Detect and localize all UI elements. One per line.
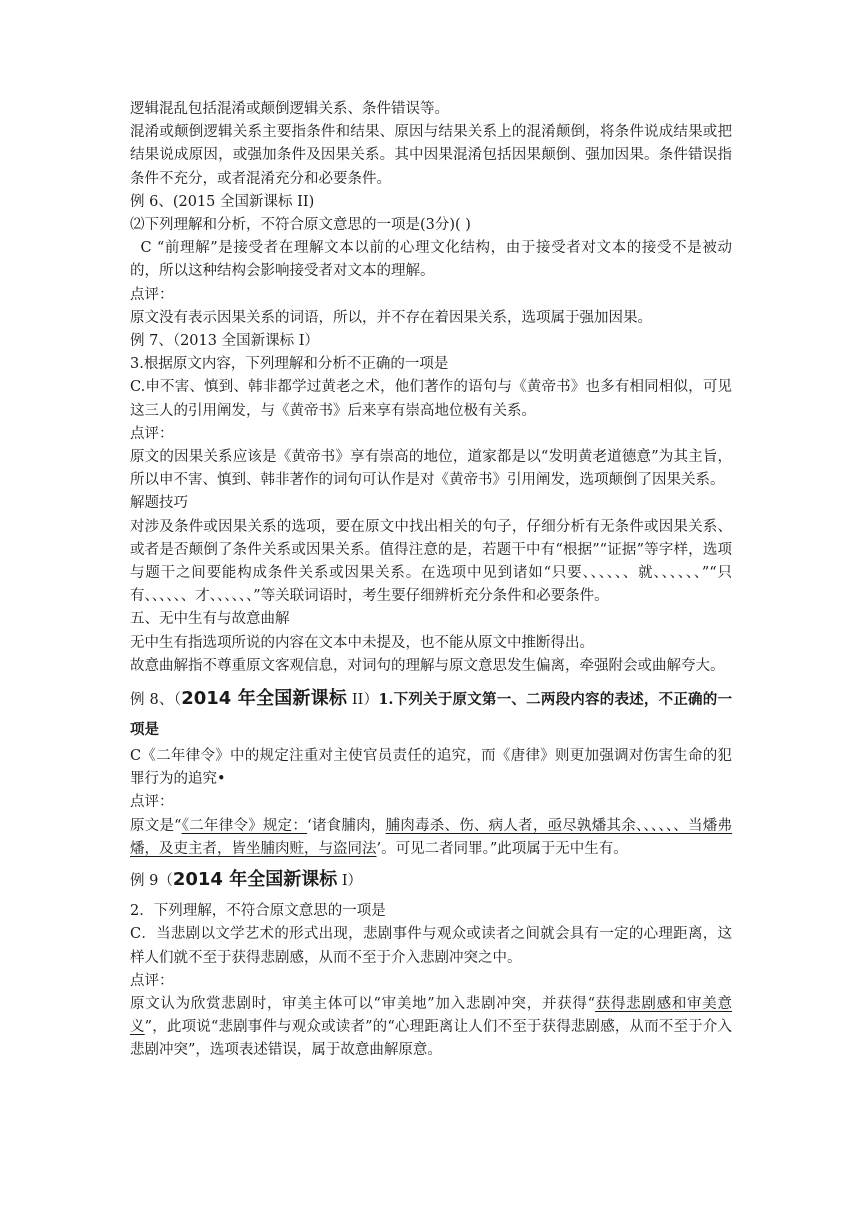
example-6-question: ⑵下列理解和分析，不符合原文意思的一项是(3分)( ) [130,217,471,234]
example-8-comment [130,815,732,861]
example-9-question: 2．下列理解，不符合原文意思的一项是 [130,903,386,920]
example-9-year: 2014 年全国新课标 [172,869,338,891]
example-8-comment-seg5: ’。可见二者同罪。”此项属于无中生有。 [376,840,628,857]
example-8-year: 2014 年全国新课标 [181,688,348,710]
example-8-mid: II） [347,692,379,709]
example-9-comment [130,993,732,1063]
example-9-option-c: C．当悲剧以文学艺术的形式出现，悲剧事件与观众或读者之间就会具有一定的心理距离，这样人们就不至于获得悲剧感，从而不至于介入悲剧冲突之中。 [130,926,732,966]
example-7-option-c: C.申不害、慎到、韩非都学过黄老之术，他们著作的语句与《黄帝书》也多有相同相似，可见这三人的引用阐发，与《黄帝书》后来享有崇高地位极有关系。 [130,379,732,419]
example-8-comment-seg1: 原文是“ [130,817,182,834]
example-8-comment-seg3: ‘诸食脯肉， [307,817,386,834]
example-6-comment-label: 点评： [130,286,174,303]
example-9-comment-seg3: ”，此项说“悲剧事件与观众或读者”的“心理距离让人们不至于获得悲剧感，从而不至于介入悲剧冲突”，选项表述错误，属于故意曲解原意。 [130,1019,733,1059]
example-9-suffix: I） [337,873,363,890]
example-6-option-c: C “前理解”是接受者在理解文本以前的心理文化结构，由于接受者对文本的接受不是被动的，所以这种结构会影响接受者对文本的理解。 [130,240,733,280]
example-8-comment-label: 点评： [130,794,174,811]
tips-paragraph: 对涉及条件或因果关系的选项，要在原文中找出相关的句子，仔细分析有无条件或因果关系、或者是否颠倒了条件关系或因果关系。值得注意的是，若题干中有“根据”“证据”等字样，选项与题干之间要能构成条件关系或因果关系。在选项中见到诸如“只要、、、、、、就、、、、、、”“只有、、、、、、才、、、、、、”等关联词语时，考生要仔细辨析充分条件和必要条件。 [130,518,732,605]
example-9-comment-seg1: 原文认为欣赏悲剧时，审美主体可以“审美地”加入悲剧冲突，并获得“ [130,995,596,1012]
paragraph-logic-confusion: 逻辑混乱包括混淆或颠倒逻辑关系、条件错误等。 [130,101,449,117]
example-8-comment-seg4: 脯肉毒杀、伤、病人者，亟尽孰燔其余、、、、、、当燔弗燔，及吏主者，皆坐脯肉赃，与盗同法 [130,817,732,857]
example-9-prefix: 例 9（ [130,873,173,890]
example-8-question: 1.下列关于原文第一、二两段内容的表述，不正确的一项是 [130,691,732,739]
tips-title: 解题技巧 [130,495,188,512]
section-5-definition-2: 故意曲解指不尊重原文客观信息，对词句的理解与原文意思发生偏离，牵强附会或曲解夸大。 [130,657,725,674]
example-7-comment: 原文的因果关系应该是《黄帝书》享有崇高的地位，道家都是以“发明黄老道德意”为其主旨，所以申不害、慎到、韩非著作的词句可认作是对《黄帝书》引用阐发，选项颠倒了因果关系。 [130,449,732,489]
paragraph-logic-definition: 混淆或颠倒逻辑关系主要指条件和结果、原因与结果关系上的混淆颠倒，将条件说成结果或把结果说成原因，或强加条件及因果关系。其中因果混淆包括因果颠倒、强加因果。条件错误指条件不充分，或者混淆充分和必要条件。 [130,124,732,187]
example-8-option-c: C《二年律令》中的规定注重对主使官员责任的追究，而《唐律》则更加强调对伤害生命的犯罪行为的追究• [130,748,732,788]
example-7-comment-label: 点评： [130,425,174,442]
section-5-definition-1: 无中生有指选项所说的内容在文本中未提及，也不能从原文中推断得出。 [130,634,594,651]
example-8-comment-seg2: 《二年律令》规定： [181,817,308,834]
example-8-heading [130,684,732,745]
example-9-comment-seg2: 获得悲剧感和审美意义 [130,995,732,1036]
example-6-comment: 原文没有表示因果关系的词语，所以，并不存在着因果关系，选项属于强加因果。 [130,309,652,326]
example-7-title: 例 7、（2013 全国新课标 I） [130,333,319,350]
example-7-question: 3.根据原文内容，下列理解和分析不正确的一项是 [130,356,449,373]
example-6-title: 例 6、(2015 全国新课标 II) [130,193,315,210]
example-8-prefix: 例 8、（ [130,692,182,709]
example-9-comment-label: 点评： [130,972,174,989]
section-5-title: 五、无中生有与故意曲解 [130,611,290,628]
example-9-heading [130,865,732,896]
